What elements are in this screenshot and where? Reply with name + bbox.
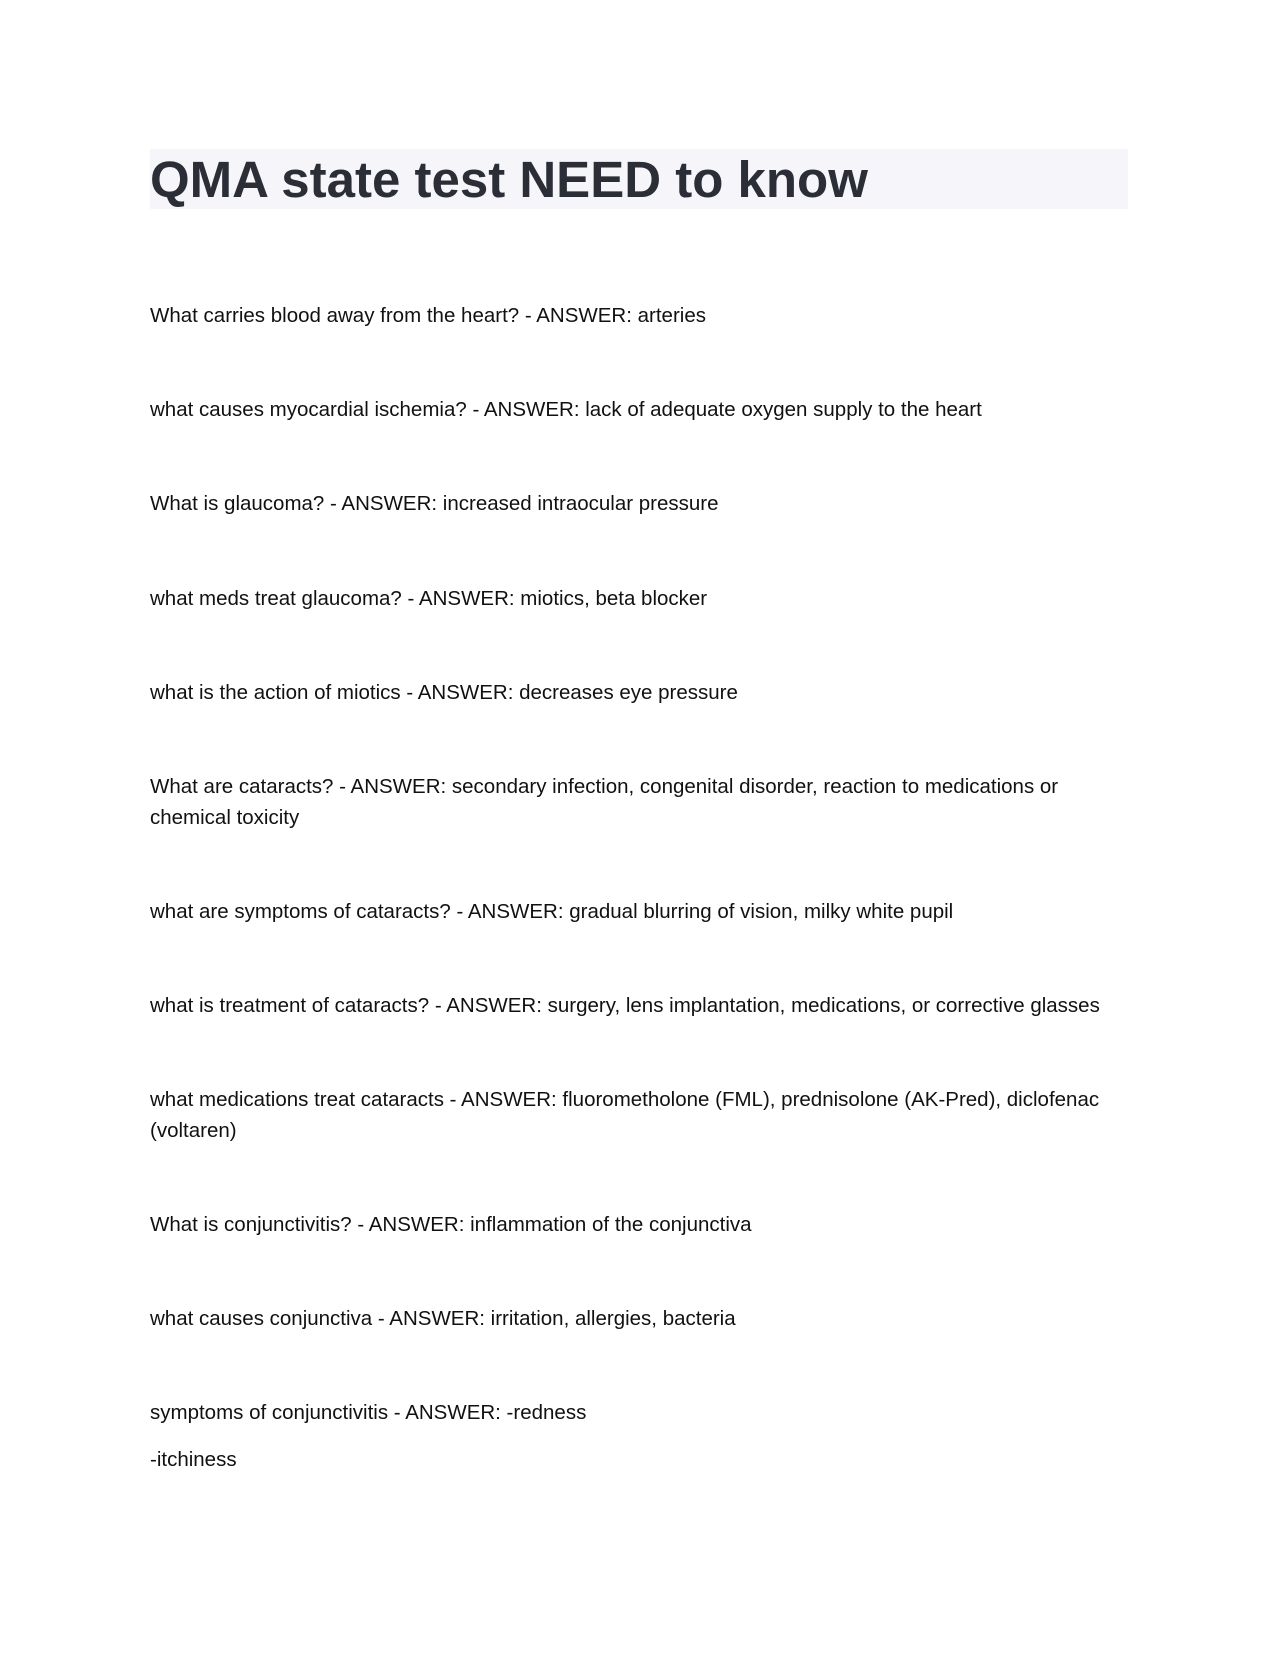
qa-item: What is glaucoma? - ANSWER: increased intraocular pressure	[150, 492, 719, 515]
document-title: QMA state test NEED to know	[150, 151, 868, 208]
qa-item: what causes conjunctiva - ANSWER: irritation, allergies, bacteria	[150, 1307, 736, 1330]
qa-item: What carries blood away from the heart? - ANSWER: arteries	[150, 304, 706, 327]
qa-item: what is treatment of cataracts? - ANSWER: surgery, lens implantation, medications, or corrective glasses	[150, 994, 1100, 1017]
qa-item: What is conjunctivitis? - ANSWER: inflammation of the conjunctiva	[150, 1213, 752, 1236]
qa-item: what meds treat glaucoma? - ANSWER: miotics, beta blocker	[150, 587, 708, 610]
qa-item-continuation: -itchiness	[150, 1448, 237, 1471]
qa-item: symptoms of conjunctivitis - ANSWER: -redness	[150, 1401, 587, 1424]
qa-item: what causes myocardial ischemia? - ANSWER: lack of adequate oxygen supply to the heart	[150, 398, 982, 421]
qa-item: what medications treat cataracts - ANSWER: fluorometholone (FML), prednisolone (AK-Pred), diclofenac (voltaren)	[150, 1088, 1100, 1142]
qa-item: What are cataracts? - ANSWER: secondary infection, congenital disorder, reaction to medications or chemical toxicity	[150, 775, 1059, 829]
qa-item: what is the action of miotics - ANSWER: decreases eye pressure	[150, 681, 738, 704]
qa-item: what are symptoms of cataracts? - ANSWER: gradual blurring of vision, milky white pupil	[150, 900, 954, 923]
